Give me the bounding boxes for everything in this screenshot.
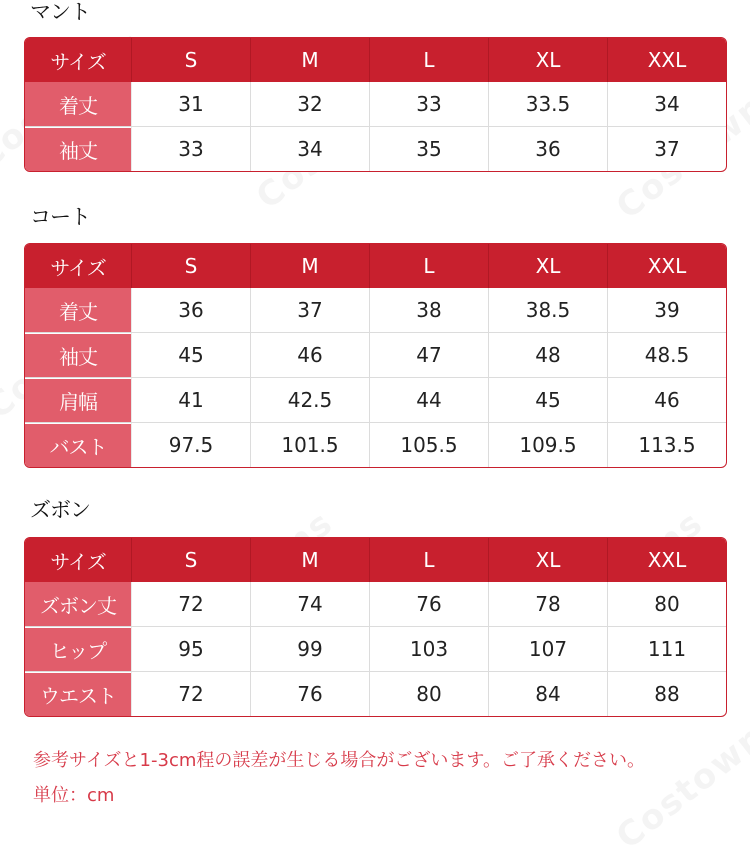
size-xxl-header: XXL	[607, 38, 726, 82]
value-cell: 113.5	[607, 423, 726, 467]
size-xl-header: XL	[488, 538, 607, 582]
value-cell: 78	[488, 582, 607, 626]
table-row	[25, 377, 726, 422]
size-s-header: S	[131, 538, 250, 582]
value-cell: 101.5	[250, 423, 369, 467]
value-cell: 47	[369, 333, 488, 377]
value-cell: 105.5	[369, 423, 488, 467]
value-cell: 72	[131, 582, 250, 626]
table-row	[25, 671, 726, 716]
value-cell: 45	[131, 333, 250, 377]
table-header-row	[25, 38, 726, 82]
value-cell: 46	[250, 333, 369, 377]
size-xl-header: XL	[488, 38, 607, 82]
table-row	[25, 332, 726, 377]
row-label: 肩幅	[25, 378, 131, 422]
section-title-pants: ズボン	[30, 498, 90, 522]
table-row	[25, 288, 726, 332]
row-label: バスト	[25, 423, 131, 467]
row-label: 着丈	[25, 288, 131, 332]
value-cell: 74	[250, 582, 369, 626]
value-cell: 97.5	[131, 423, 250, 467]
size-s-header: S	[131, 244, 250, 288]
value-cell: 39	[607, 288, 726, 332]
disclaimer-note: 参考サイズと1-3cm程の誤差が生じる場合がございます。ご了承ください。	[33, 750, 645, 771]
size-table-pants	[24, 537, 727, 717]
size-m-header: M	[250, 538, 369, 582]
unit-note: 単位：cm	[33, 785, 115, 806]
value-cell: 80	[369, 672, 488, 716]
value-cell: 37	[607, 127, 726, 171]
row-label: ヒップ	[25, 627, 131, 671]
value-cell: 48.5	[607, 333, 726, 377]
value-cell: 44	[369, 378, 488, 422]
value-cell: 32	[250, 82, 369, 126]
table-header-row	[25, 244, 726, 288]
value-cell: 34	[250, 127, 369, 171]
row-label: ウエスト	[25, 672, 131, 716]
value-cell: 36	[131, 288, 250, 332]
value-cell: 37	[250, 288, 369, 332]
size-xl-header: XL	[488, 244, 607, 288]
value-cell: 46	[607, 378, 726, 422]
value-cell: 36	[488, 127, 607, 171]
table-row	[25, 82, 726, 126]
value-cell: 80	[607, 582, 726, 626]
value-cell: 38.5	[488, 288, 607, 332]
size-l-header: L	[369, 244, 488, 288]
size-table-cape	[24, 37, 727, 172]
value-cell: 42.5	[250, 378, 369, 422]
row-label: ズボン丈	[25, 582, 131, 626]
value-cell: 76	[369, 582, 488, 626]
value-cell: 45	[488, 378, 607, 422]
value-cell: 33.5	[488, 82, 607, 126]
size-l-header: L	[369, 538, 488, 582]
table-row	[25, 422, 726, 467]
table-header-row	[25, 538, 726, 582]
size-table-coat	[24, 243, 727, 468]
value-cell: 38	[369, 288, 488, 332]
size-l-header: L	[369, 38, 488, 82]
value-cell: 34	[607, 82, 726, 126]
value-cell: 88	[607, 672, 726, 716]
row-label: 着丈	[25, 82, 131, 126]
size-xxl-header: XXL	[607, 244, 726, 288]
size-m-header: M	[250, 38, 369, 82]
value-cell: 95	[131, 627, 250, 671]
table-row	[25, 626, 726, 671]
value-cell: 84	[488, 672, 607, 716]
size-s-header: S	[131, 38, 250, 82]
section-title-coat: コート	[30, 205, 90, 229]
value-cell: 48	[488, 333, 607, 377]
value-cell: 111	[607, 627, 726, 671]
value-cell: 107	[488, 627, 607, 671]
value-cell: 72	[131, 672, 250, 716]
value-cell: 33	[369, 82, 488, 126]
value-cell: 103	[369, 627, 488, 671]
value-cell: 33	[131, 127, 250, 171]
row-label: 袖丈	[25, 127, 131, 171]
watermark-text	[609, 703, 750, 857]
table-row	[25, 582, 726, 626]
header-label: サイズ	[25, 538, 131, 582]
value-cell: 76	[250, 672, 369, 716]
value-cell: 41	[131, 378, 250, 422]
row-label: 袖丈	[25, 333, 131, 377]
header-label: サイズ	[25, 244, 131, 288]
section-title-cape: マント	[30, 0, 90, 24]
value-cell: 31	[131, 82, 250, 126]
size-xxl-header: XXL	[607, 538, 726, 582]
value-cell: 35	[369, 127, 488, 171]
header-label: サイズ	[25, 38, 131, 82]
value-cell: 99	[250, 627, 369, 671]
value-cell: 109.5	[488, 423, 607, 467]
table-row	[25, 126, 726, 171]
size-m-header: M	[250, 244, 369, 288]
